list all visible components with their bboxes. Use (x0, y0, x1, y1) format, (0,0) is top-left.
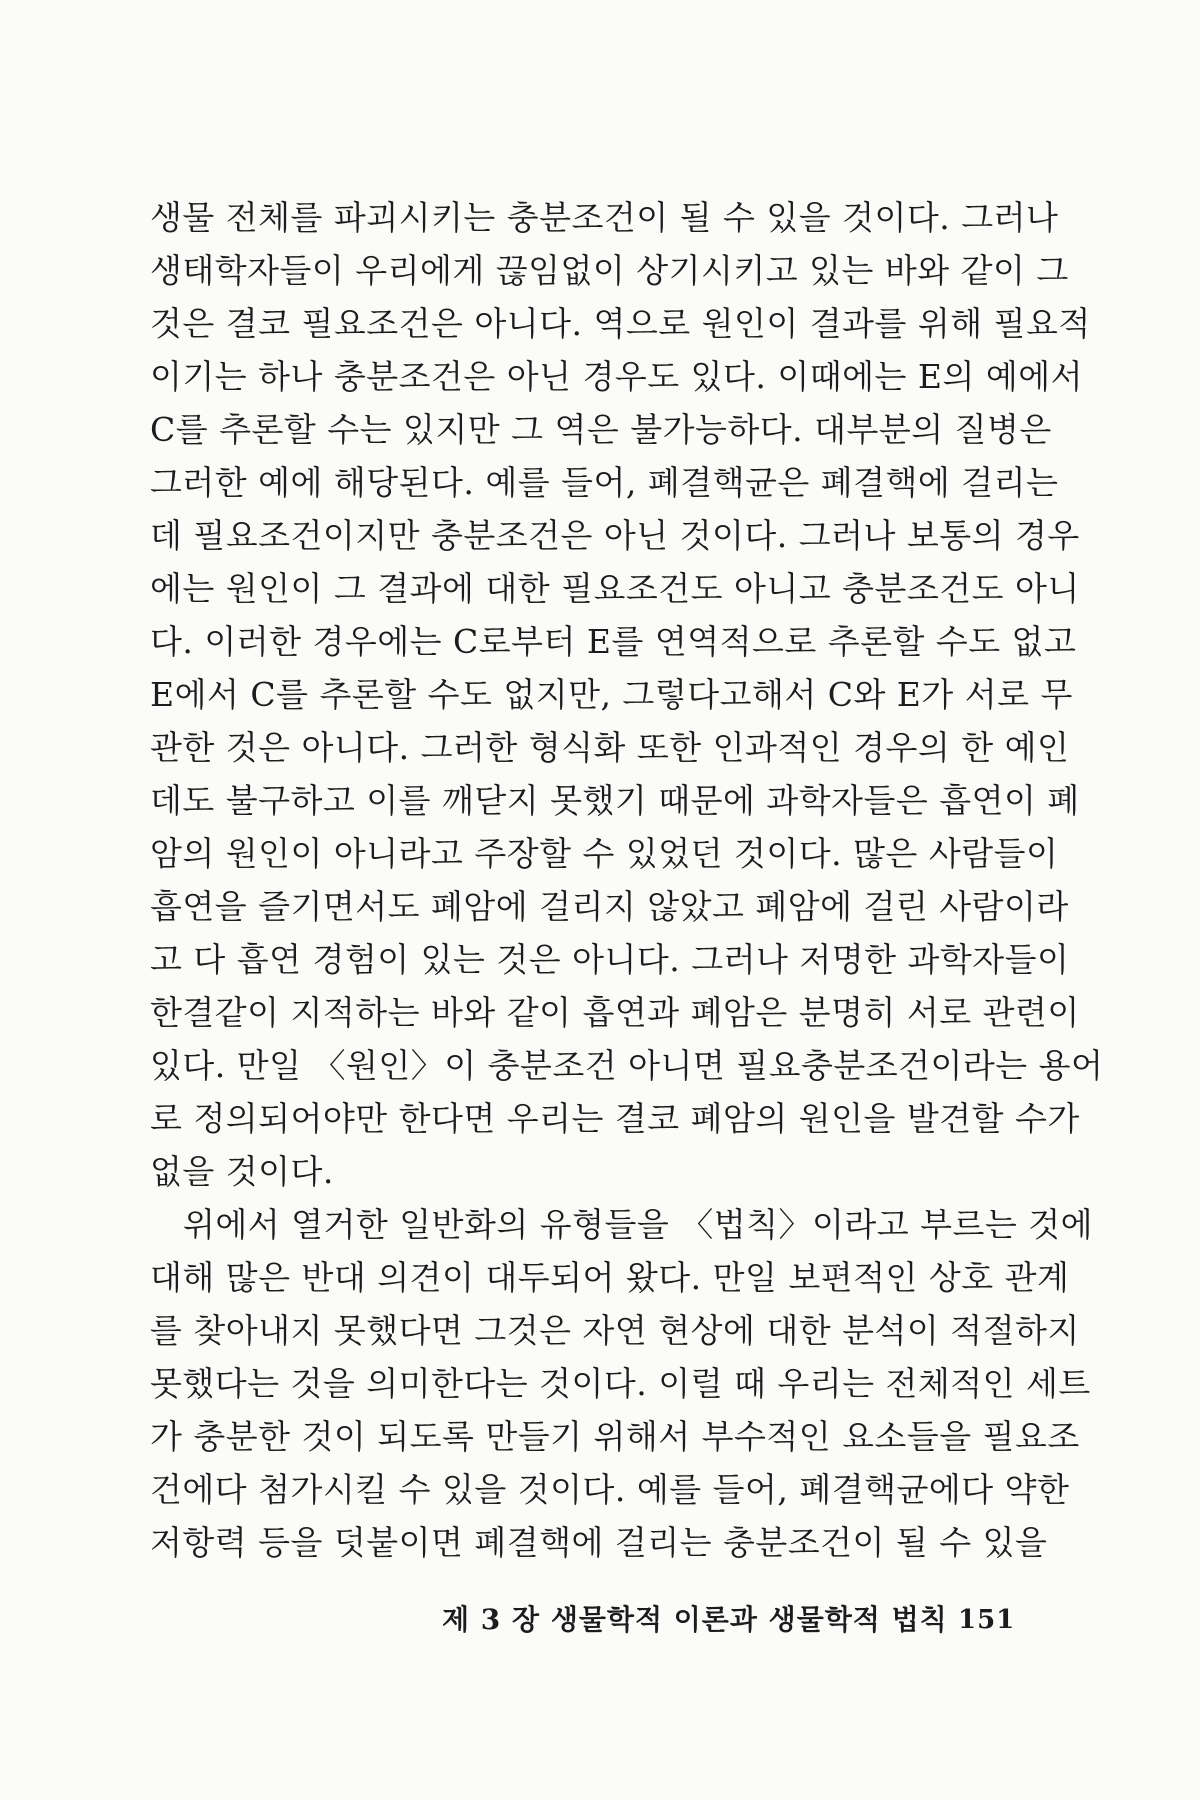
text-line: 그러한 예에 해당된다. 예를 들어, 폐결핵균은 폐결핵에 걸리는 (150, 463, 1059, 502)
text-line: 대해 많은 반대 의견이 대두되어 왔다. 만일 보편적인 상호 관계 (150, 1258, 1070, 1297)
paragraph-2 (150, 1198, 1094, 1569)
page-footer (0, 1598, 1200, 1642)
page-number: 151 (958, 1605, 1016, 1635)
text-line: 것은 결코 필요조건은 아니다. 역으로 원인이 결과를 위해 필요적 (150, 304, 1091, 343)
text-line: 흡연을 즐기면서도 폐암에 걸리지 않았고 폐암에 걸린 사람이라 (150, 887, 1069, 926)
text-line: 관한 것은 아니다. 그러한 형식화 또한 인과적인 경우의 한 예인 (150, 728, 1070, 767)
text-line: 고 다 흡연 경험이 있는 것은 아니다. 그러나 저명한 과학자들이 (150, 940, 1070, 979)
text-line: 저항력 등을 덧붙이면 폐결핵에 걸리는 충분조건이 될 수 있을 (150, 1523, 1048, 1562)
text-line: 데도 불구하고 이를 깨닫지 못했기 때문에 과학자들은 흡연이 폐 (150, 781, 1080, 820)
text-line: 로 정의되어야만 한다면 우리는 결코 폐암의 원인을 발견할 수가 (150, 1099, 1080, 1138)
body-text (150, 191, 1104, 1569)
text-line: 를 찾아내지 못했다면 그것은 자연 현상에 대한 분석이 적절하지 (150, 1311, 1080, 1350)
text-line: 생태학자들이 우리에게 끊임없이 상기시키고 있는 바와 같이 그 (150, 251, 1069, 290)
text-line: 생물 전체를 파괴시키는 충분조건이 될 수 있을 것이다. 그러나 (150, 198, 1059, 237)
text-line: C를 추론할 수는 있지만 그 역은 불가능하다. 대부분의 질병은 (150, 410, 1052, 449)
text-line: 데 필요조건이지만 충분조건은 아닌 것이다. 그러나 보통의 경우 (150, 516, 1080, 555)
paragraph-1 (150, 191, 1104, 1198)
text-line: 한결같이 지적하는 바와 같이 흡연과 폐암은 분명히 서로 관련이 (150, 993, 1080, 1032)
text-line: 없을 것이다. (150, 1152, 334, 1191)
text-line: 가 충분한 것이 되도록 만들기 위해서 부수적인 요소들을 필요조 (150, 1417, 1080, 1456)
text-line: 건에다 첨가시킬 수 있을 것이다. 예를 들어, 폐결핵균에다 약한 (150, 1470, 1070, 1509)
text-line: 위에서 열거한 일반화의 유형들을 〈법칙〉이라고 부르는 것에 (183, 1205, 1094, 1244)
running-footer-chapter-title: 제 3 장 생물학적 이론과 생물학적 법칙 (442, 1603, 948, 1636)
text-line: 다. 이러한 경우에는 C로부터 E를 연역적으로 추론할 수도 없고 (150, 622, 1077, 661)
text-line: 암의 원인이 아니라고 주장할 수 있었던 것이다. 많은 사람들이 (150, 834, 1059, 873)
text-line: 이기는 하나 충분조건은 아닌 경우도 있다. 이때에는 E의 예에서 (150, 357, 1083, 396)
text-line: 에는 원인이 그 결과에 대한 필요조건도 아니고 충분조건도 아니 (150, 569, 1080, 608)
text-line: 못했다는 것을 의미한다는 것이다. 이럴 때 우리는 전체적인 세트 (150, 1364, 1091, 1403)
text-line: E에서 C를 추론할 수도 없지만, 그렇다고해서 C와 E가 서로 무 (150, 675, 1073, 714)
text-line: 있다. 만일 〈원인〉이 충분조건 아니면 필요충분조건이라는 용어 (150, 1046, 1104, 1085)
